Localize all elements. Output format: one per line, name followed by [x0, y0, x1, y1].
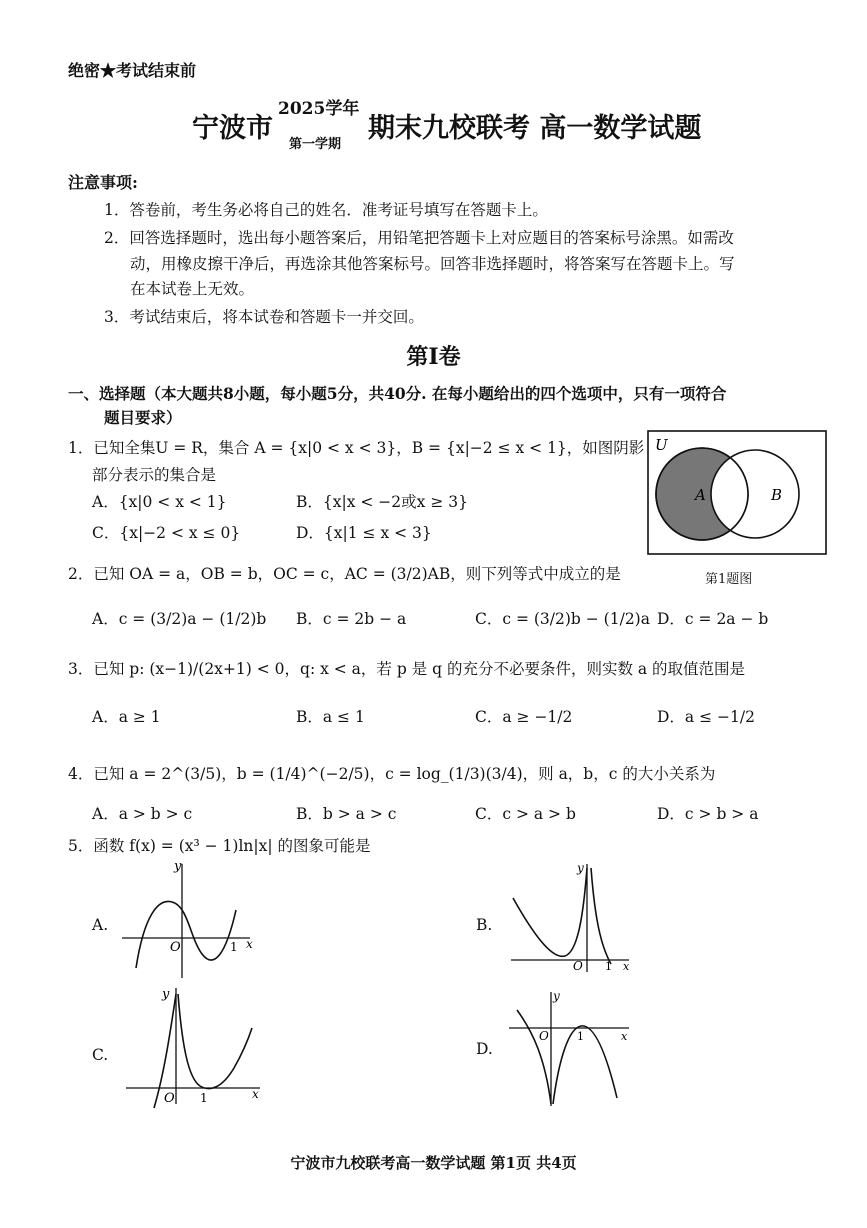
notice-item-2a: 2．回答选择题时，选出每小题答案后，用铅笔把答题卡上对应题目的答案标号涂黑。如需改 — [104, 229, 734, 247]
graph-a-x-label: x — [246, 937, 253, 951]
q4-option-d: D．c > b > a — [657, 805, 759, 823]
q1-stem: 1．已知全集U = R，集合 A = {x|0 < x < 3}，B = {x|−2 ≤ x < 1}，如图阴影 — [68, 439, 645, 457]
q5-stem: 5．函数 f(x) = (x³ − 1)ln|x| 的图象可能是 — [68, 837, 371, 855]
graph-d-tick-1: 1 — [577, 1030, 584, 1043]
q4-stem: 4．已知 a = 2^(3/5)，b = (1/4)^(−2/5)，c = log_(1/3)(3/4)，则 a，b，c 的大小关系为 — [68, 765, 716, 783]
graph-c-right-branch — [178, 994, 252, 1089]
graph-a-y-label: y — [174, 859, 182, 874]
graph-d-x-label: x — [621, 1030, 628, 1043]
title-year: 2025学年 — [278, 99, 360, 119]
notice-item-1: 1．答卷前，考生务必将自己的姓名．准考证号填写在答题卡上。 — [104, 201, 548, 219]
venn-label-a: A — [695, 486, 706, 504]
graph-d-y-label: y — [553, 989, 560, 1003]
graph-b-tick-1: 1 — [605, 960, 612, 973]
graph-d-origin: O — [539, 1029, 549, 1043]
page-footer: 宁波市九校联考高一数学试题 第1页 共4页 — [290, 1154, 577, 1172]
venn-label-u: U — [655, 436, 668, 454]
graph-b-origin: O — [573, 959, 583, 973]
q5-option-a-label: A. — [92, 916, 109, 934]
q2-option-d: D．c = 2a − b — [657, 610, 769, 628]
graph-a-curve — [136, 901, 236, 968]
q1-stem-cont: 部分表示的集合是 — [92, 466, 217, 484]
notice-item-2c: 在本试卷上无效。 — [130, 280, 255, 298]
q3-option-a: A．a ≥ 1 — [92, 708, 161, 726]
graph-d-left-branch — [517, 1010, 551, 1104]
q1-figure-caption: 第1题图 — [705, 572, 753, 587]
venn-label-b: B — [771, 486, 783, 504]
q3-stem: 3．已知 p: (x−1)/(2x+1) < 0，q: x < a，若 p 是 q 的充分不必要条件，则实数 a 的取值范围是 — [68, 660, 746, 678]
graph-c-y-label: y — [162, 987, 170, 1002]
title-exam: 期末九校联考 高一数学试题 — [368, 113, 702, 144]
q1-option-c: C．{x|−2 < x ≤ 0} — [92, 524, 241, 542]
q4-option-c: C．c > a > b — [475, 805, 576, 823]
graph-d-right-branch — [553, 1026, 617, 1104]
q3-option-c: C．a ≥ −1/2 — [475, 708, 573, 726]
notice-item-3: 3．考试结束后，将本试卷和答题卡一并交回。 — [104, 308, 424, 326]
graph-b-y-label: y — [577, 861, 584, 875]
graph-b-right-branch — [591, 868, 611, 964]
q5-option-c-label: C. — [92, 1046, 109, 1064]
graph-a-origin: O — [170, 940, 181, 955]
q2-option-a: A．c = (3/2)a − (1/2)b — [92, 610, 267, 628]
notice-heading: 注意事项: — [68, 173, 138, 192]
q5-option-b-label: B. — [476, 916, 493, 934]
q1-option-a: A．{x|0 < x < 1} — [92, 493, 227, 511]
graph-b-x-label: x — [623, 960, 630, 973]
q1-venn-diagram — [647, 430, 827, 555]
section-heading: 一、选择题（本大题共8小题，每小题5分，共40分. 在每小题给出的四个选项中，只有一项符合 — [68, 384, 727, 403]
q2-stem: 2．已知 OA = a，OB = b，OC = c，AC = (3/2)AB，则下列等式中成立的是 — [68, 565, 621, 583]
volume-heading: 第Ⅰ卷 — [406, 344, 461, 370]
notice-item-2b: 动，用橡皮擦干净后，再选涂其他答案标号。回答非选择题时，将答案写在答题卡上。写 — [130, 255, 735, 273]
q1-option-b: B．{x|x < −2或x ≥ 3} — [296, 493, 468, 511]
q4-option-b: B．b > a > c — [296, 805, 397, 823]
q2-option-c: C．c = (3/2)b − (1/2)a — [475, 610, 650, 628]
q1-option-d: D．{x|1 ≤ x < 3} — [296, 524, 432, 542]
graph-c-origin: O — [164, 1091, 175, 1106]
q5-option-d-label: D. — [476, 1040, 493, 1058]
q5-graph-c — [122, 984, 262, 1109]
q5-graph-b — [505, 860, 635, 975]
graph-a-tick-1: 1 — [230, 940, 238, 954]
q3-option-d: D．a ≤ −1/2 — [657, 708, 755, 726]
graph-c-x-label: x — [252, 1087, 259, 1101]
q5-graph-d — [505, 988, 635, 1108]
q4-option-a: A．a > b > c — [92, 805, 193, 823]
graph-c-tick-1: 1 — [200, 1091, 208, 1105]
confidential-label: 绝密★考试结束前 — [68, 61, 197, 80]
graph-b-left-branch — [513, 868, 587, 956]
q3-option-b: B．a ≤ 1 — [296, 708, 365, 726]
page-title — [0, 100, 867, 160]
title-semester: 第一学期 — [289, 137, 342, 152]
q2-option-b: B．c = 2b − a — [296, 610, 407, 628]
section-heading-cont: 题目要求） — [104, 408, 182, 427]
q5-graph-a — [118, 858, 258, 983]
title-city: 宁波市 — [192, 113, 273, 144]
